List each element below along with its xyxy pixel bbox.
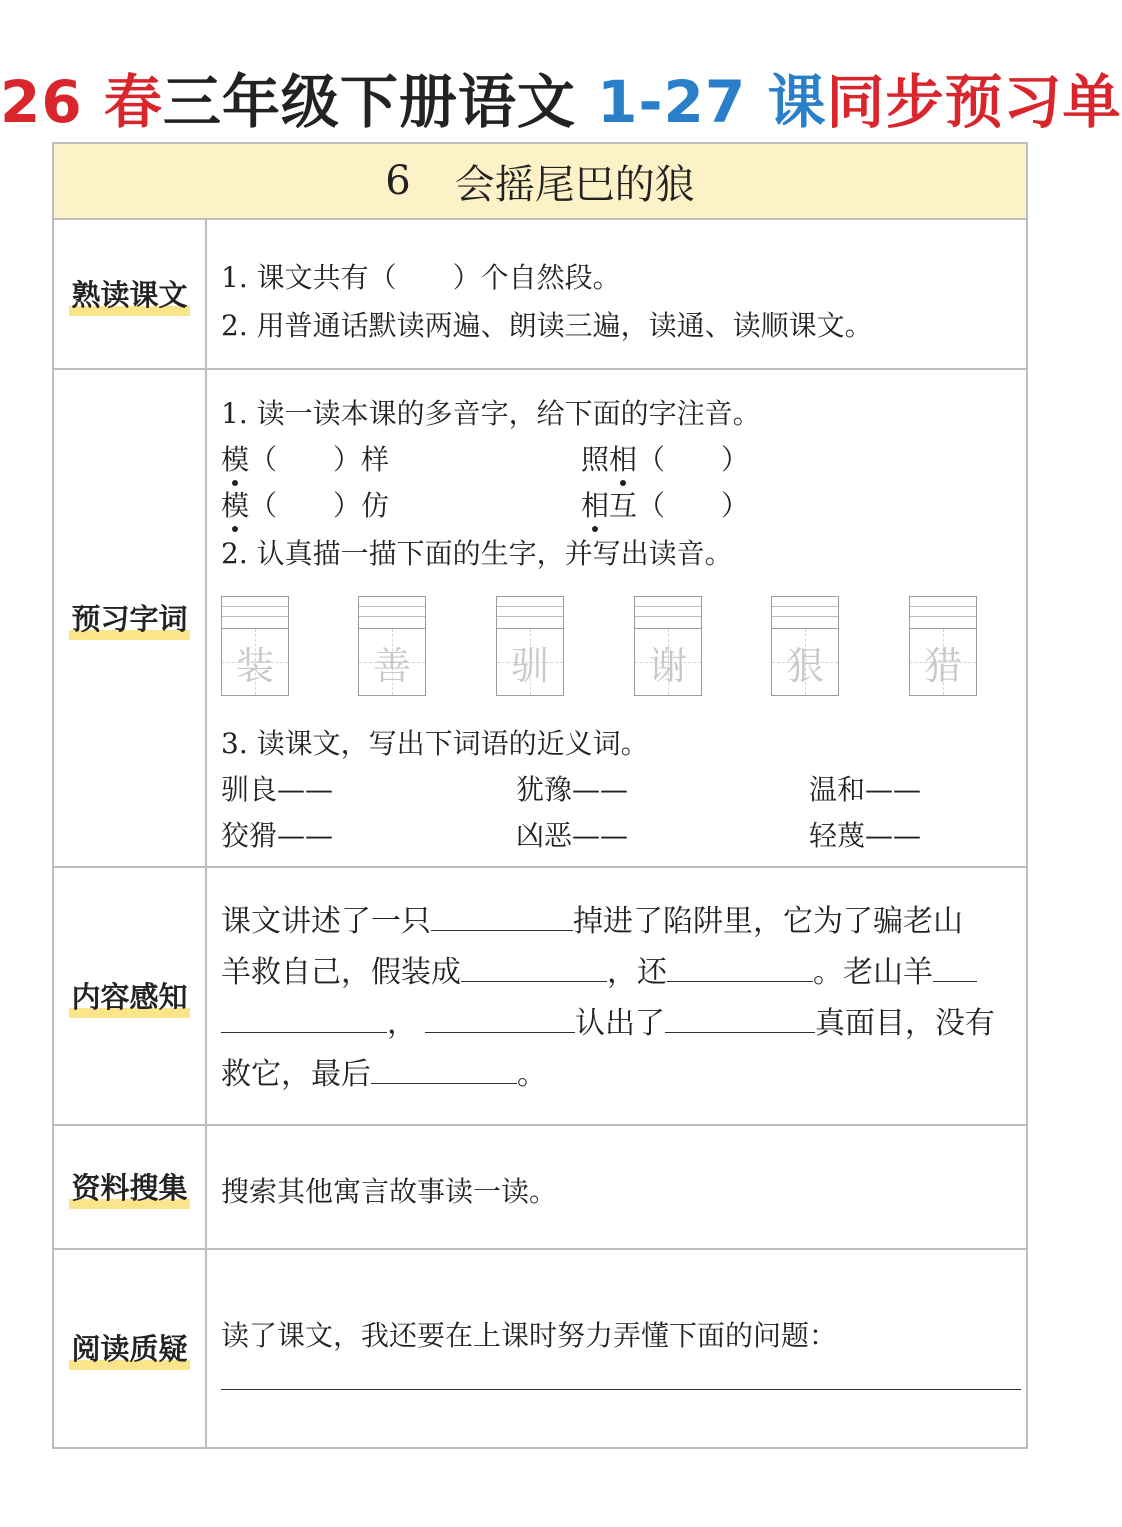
read-item-1: 1. 课文共有（ ）个自然段。 xyxy=(221,261,621,294)
answer-blank[interactable] xyxy=(431,929,573,931)
synonym-item: 驯良—— xyxy=(221,773,334,806)
title-grade: 三年级下册语文 xyxy=(162,68,576,136)
synonym-item: 温和—— xyxy=(809,773,922,806)
trace-char: 善 xyxy=(372,643,411,688)
polyphone-2: 模（ ）仿 xyxy=(221,484,389,524)
vocab-question-3: 3. 读课文，写出下词语的近义词。 xyxy=(221,727,649,760)
trace-char: 装 xyxy=(235,643,274,688)
tracing-grid xyxy=(221,596,1001,696)
tracing-box[interactable] xyxy=(909,596,977,696)
question-text: 读了课文，我还要在上课时努力弄懂下面的问题： xyxy=(221,1319,838,1352)
question-answer-line[interactable] xyxy=(221,1389,1021,1390)
answer-blank[interactable] xyxy=(665,1031,815,1033)
answer-blank[interactable] xyxy=(221,1031,387,1033)
vocab-question-2: 2. 认真描一描下面的生字，并写出读音。 xyxy=(221,537,733,570)
worksheet-title xyxy=(0,55,1122,139)
pinyin-lines[interactable] xyxy=(772,597,838,629)
pinyin-lines[interactable] xyxy=(222,597,288,629)
polyphone-4: 相互（ ） xyxy=(581,484,749,524)
collect-content xyxy=(221,1126,1016,1248)
fill-in-paragraph: 课文讲述了一只 掉进了陷阱里，它为了骗老山 羊救自己，假装成 ，还 。老山羊 ， 认出了 真面目，没有 救它，最后 。 xyxy=(221,904,995,1092)
row-collect xyxy=(54,1126,1026,1250)
read-item-2: 2. 用普通话默读两遍、朗读三遍，读通、读顺课文。 xyxy=(221,309,873,342)
polyphone-1: 模（ ）样 xyxy=(221,438,389,478)
lesson-header xyxy=(54,144,1026,220)
pinyin-lines[interactable] xyxy=(359,597,425,629)
synonym-item: 凶恶—— xyxy=(516,819,629,852)
tracing-box[interactable] xyxy=(771,596,839,696)
tracing-box[interactable] xyxy=(221,596,289,696)
row-content-perception xyxy=(54,868,1026,1126)
vocab-content xyxy=(221,370,1016,866)
content-fill-in xyxy=(221,868,1016,1124)
row-read-text xyxy=(54,220,1026,370)
row-label-content: 内容感知 xyxy=(54,868,207,1124)
synonym-item: 狡猾—— xyxy=(221,819,334,852)
row-label-vocab: 预习字词 xyxy=(54,370,207,866)
answer-blank[interactable] xyxy=(667,980,813,982)
worksheet-table xyxy=(52,142,1028,1449)
answer-blank[interactable] xyxy=(933,980,977,982)
lesson-title: 会摇尾巴的狼 xyxy=(454,161,695,208)
row-label-collect: 资料搜集 xyxy=(54,1126,207,1248)
title-season: 26 春 xyxy=(0,68,163,136)
pinyin-lines[interactable] xyxy=(910,597,976,629)
tracing-box[interactable] xyxy=(634,596,702,696)
lesson-number: 6 xyxy=(385,158,411,204)
row-vocab xyxy=(54,370,1026,868)
title-sheet-name: 同步预习单 xyxy=(826,68,1122,136)
answer-blank[interactable] xyxy=(371,1082,517,1084)
tracing-box[interactable] xyxy=(358,596,426,696)
synonym-item: 犹豫—— xyxy=(516,773,629,806)
trace-char: 谢 xyxy=(648,643,687,688)
trace-char: 猎 xyxy=(923,643,962,688)
trace-char: 狠 xyxy=(785,643,824,688)
row-label-read: 熟读课文 xyxy=(54,220,207,368)
read-content xyxy=(221,220,1016,368)
row-label-question: 阅读质疑 xyxy=(54,1250,207,1447)
synonym-item: 轻蔑—— xyxy=(809,819,922,852)
row-question xyxy=(54,1250,1026,1447)
question-content xyxy=(221,1250,1016,1447)
polyphone-3: 照相（ ） xyxy=(581,438,749,478)
answer-blank[interactable] xyxy=(461,980,607,982)
vocab-question-1: 1. 读一读本课的多音字，给下面的字注音。 xyxy=(221,397,761,430)
title-range: 1-27 xyxy=(597,68,747,136)
collect-text: 搜索其他寓言故事读一读。 xyxy=(221,1175,558,1208)
answer-blank[interactable] xyxy=(425,1031,575,1033)
trace-char: 驯 xyxy=(510,643,549,688)
pinyin-lines[interactable] xyxy=(635,597,701,629)
tracing-box[interactable] xyxy=(496,596,564,696)
title-lesson-word: 课 xyxy=(767,68,827,136)
pinyin-lines[interactable] xyxy=(497,597,563,629)
